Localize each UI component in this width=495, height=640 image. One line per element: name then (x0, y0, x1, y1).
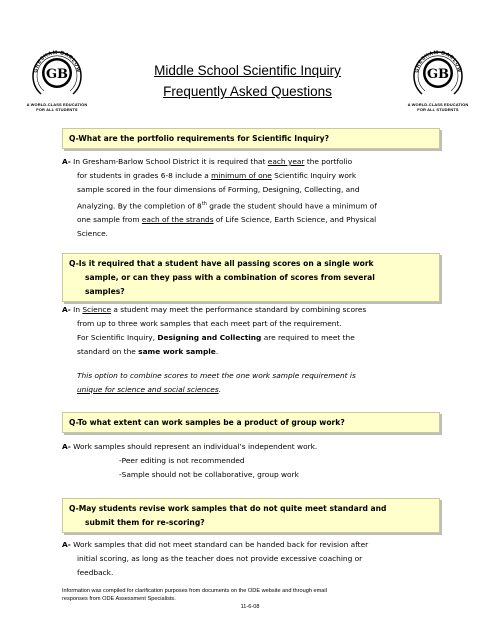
svg-text:GB: GB (426, 67, 450, 82)
logo-caption-2: FOR ALL STUDENTS (417, 107, 459, 112)
footer-note: Information was compiled for clarification purposes from documents on the ODE website and through email responses from ODE Assessment Specialists. (62, 588, 327, 602)
svg-text:GB: GB (45, 67, 69, 82)
answer-4: A- Work samples that did not meet standard can be handed back for revision after initial scoring, as long as the teacher does not provide excessive coaching or feedback. (62, 540, 369, 577)
question-4-line-2: submit them for re-scoring? (85, 518, 205, 527)
svg-text:GRESHAM-BARLOW: GRESHAM-BARLOW (413, 49, 463, 74)
title-line-2: Frequently Asked Questions (163, 84, 332, 99)
answer-2: A- In Science a student may meet the performance standard by combining scores from up to three work samples that each meet part of the requirement. For Scientific Inquiry, Designing and Collecting are required to meet the standard on the same work sample. This option to combine scores to meet the one work sample requirement is unique for science and social sciences. (62, 303, 442, 397)
question-box-1 (62, 128, 440, 149)
logo-caption-2: FOR ALL STUDENTS (36, 107, 78, 112)
question-1-text: Q-What are the portfolio requirements for Scientific Inquiry? (69, 134, 330, 143)
district-logo-left (22, 44, 92, 112)
district-logo-right (403, 44, 473, 112)
question-box-3 (62, 412, 440, 433)
question-2-line-2: sample, or can they pass with a combination of scores from several (85, 273, 375, 282)
gresham-barlow-seal-icon (29, 44, 85, 102)
answer-1: A- In Gresham-Barlow School District it is required that each year the portfolio for students in grades 6-8 include a minimum of one Scientific Inquiry work sample scored in the four dimensions of Forming, Designing, Collecting, and Analyzing. By the completion of 8th grade the student should have a minimum of one sample from each of the strands of Life Science, Earth Science, and Physical Science. (62, 157, 377, 239)
question-3-text: Q-To what extent can work samples be a product of group work? (69, 418, 345, 427)
question-2-line-3: samples? (85, 287, 125, 296)
question-4-line-1: Q-May students revise work samples that do not quite meet standard and (69, 504, 387, 513)
question-2-line-1: Q-Is it required that a student have all passing scores on a single work (69, 259, 374, 268)
svg-text:GRESHAM-BARLOW: GRESHAM-BARLOW (32, 49, 82, 74)
page-title (100, 60, 395, 102)
answer-3: A- Work samples should represent an individual’s independent work. -Peer editing is not recommended -Sample should not be collaborative, group work (62, 442, 318, 479)
answer-2-note: This option to combine scores to meet the one work sample requirement is (77, 371, 356, 380)
gresham-barlow-seal-icon (410, 44, 466, 102)
logo-caption-1: A WORLD-CLASS EDUCATION (26, 102, 88, 107)
title-line-1: Middle School Scientific Inquiry (154, 63, 341, 78)
logo-caption-1: A WORLD-CLASS EDUCATION (407, 102, 469, 107)
footer-date: 11-6-08 (240, 604, 260, 610)
question-box-2 (62, 253, 440, 302)
question-box-4 (62, 498, 440, 533)
